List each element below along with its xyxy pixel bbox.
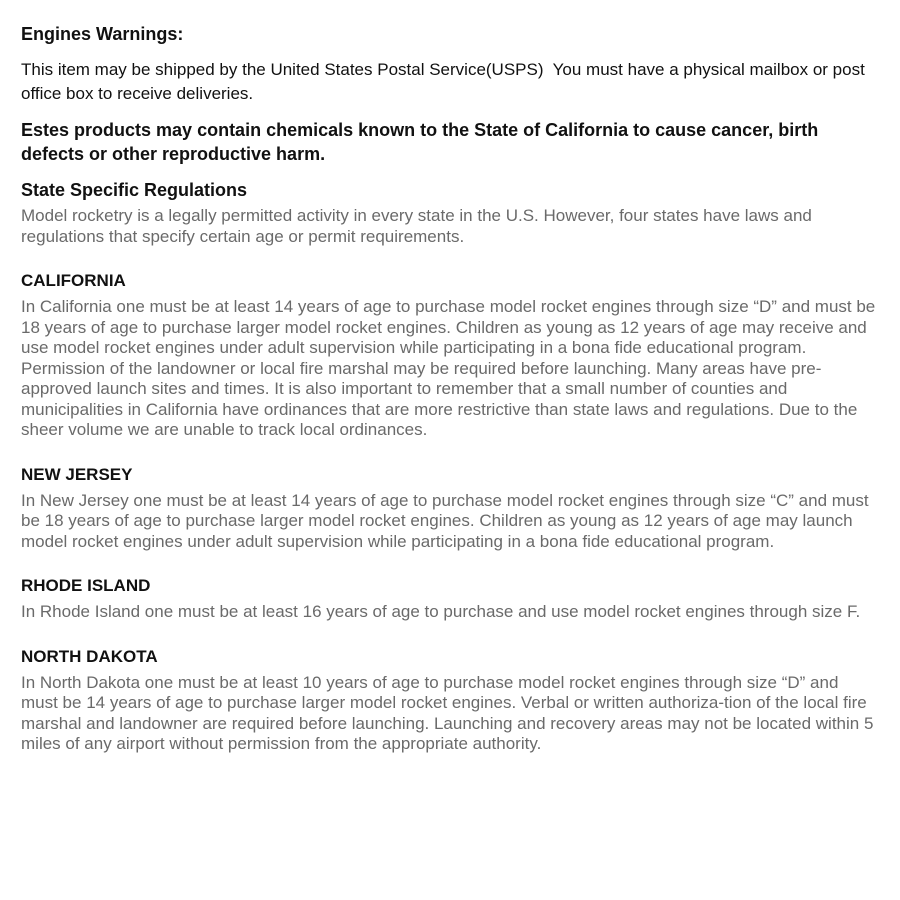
engines-warnings-heading: Engines Warnings: (21, 24, 184, 44)
state-regulations-title: State Specific Regulations (21, 180, 248, 200)
state-regulation-text: In New Jersey one must be at least 14 years of age to purchase model rocket engines through size “C” and must be 18 years of age to purchase larger model rocket engines. Children as young as 12 years of age may launch model rocket engines under adult supervision while participating in a bona fide educational program. (21, 490, 869, 551)
state-name: NORTH DAKOTA (21, 646, 158, 666)
state-section-california (21, 269, 878, 441)
state-name: NEW JERSEY (21, 464, 133, 484)
state-section-new-jersey (21, 463, 878, 553)
california-prop65-warning: Estes products may contain chemicals known to the State of California to cause cancer, birth defects or other reproductive harm. (21, 120, 819, 164)
state-name: CALIFORNIA (21, 271, 126, 290)
state-section-north-dakota (21, 645, 878, 755)
state-name: RHODE ISLAND (21, 576, 151, 595)
state-regulation-text: In North Dakota one must be at least 10 years of age to purchase model rocket engines through size “D” and must be 14 years of age to purchase larger model rocket engines. Verbal or written authoriza-tion of the local fire marshal and landowner are required before launching. Launching and recovery areas may not be located within 5 miles of any airport without permission from the appropriate authority. (21, 672, 874, 753)
state-regulations-intro: Model rocketry is a legally permitted activity in every state in the U.S. However, four states have laws and regulations that specify certain age or permit requirements. (21, 206, 812, 246)
state-regulation-text: In California one must be at least 14 years of age to purchase model rocket engines through size “D” and must be 18 years of age to purchase larger model rocket engines. Children as young as 12 years of age may receive and use model rocket engines under adult supervision while participating in a bona fide educational program. Permission of the landowner or local fire marshal may be required before launching. Many areas have pre-approved launch sites and times. It is also important to remember that a small number of counties and municipalities in California have ordinances that are more restrictive than state laws and regulations. Due to the sheer volume we are unable to track local ordinances. (21, 297, 876, 439)
state-regulation-text: In Rhode Island one must be at least 16 years of age to purchase and use model rocket engines through size F. (21, 602, 861, 621)
state-section-rhode-island (21, 574, 878, 623)
shipping-notice: This item may be shipped by the United States Postal Service(USPS) You must have a physical mailbox or post office box to receive deliveries. (21, 60, 870, 103)
